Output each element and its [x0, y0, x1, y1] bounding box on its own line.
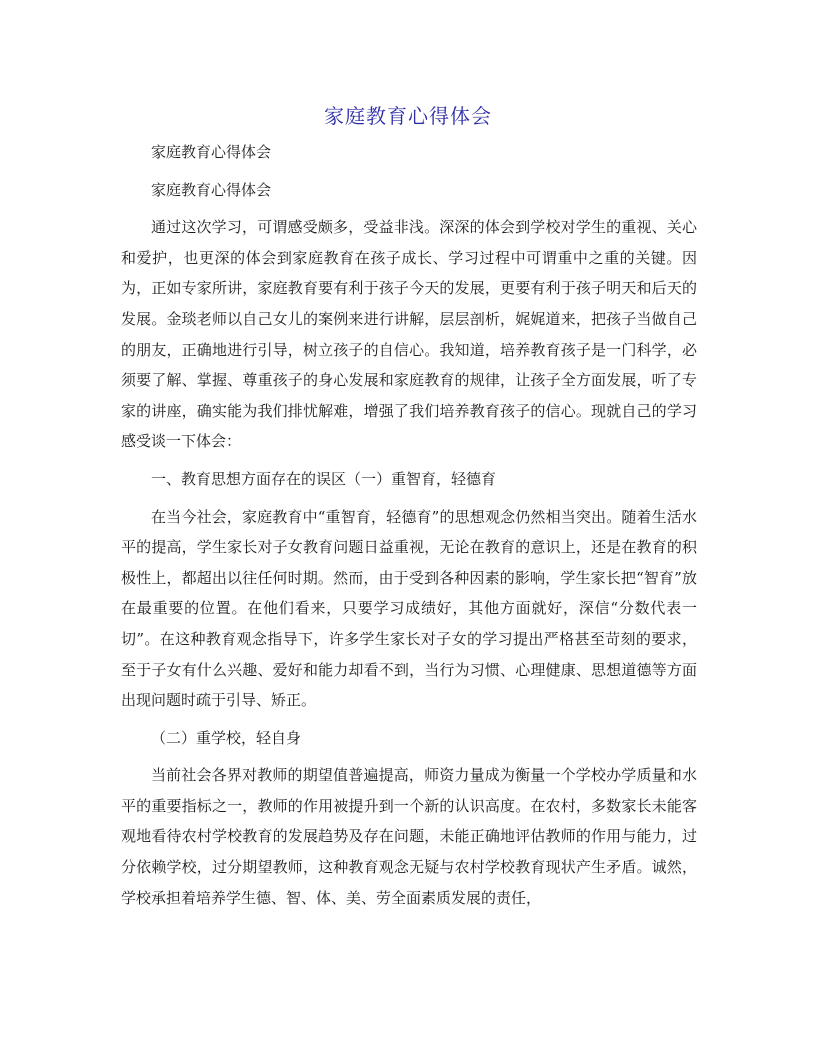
section-heading: 一、教育思想方面存在的误区（一）重智育，轻德育 [151, 469, 497, 488]
body-paragraph: 家庭教育心得体会 [151, 143, 272, 161]
body-paragraph: 家庭教育心得体会 [151, 180, 272, 199]
body-paragraph: 通过这次学习，可谓感受颇多，受益非浅。深深的体会到学校对学生的重视、关心和爱护，也更深的体会到家庭教育在孩子成长、学习过程中可谓重中之重的关键。因为，正如专家所讲，家庭教育要有利于孩子今天的发展，更要有利于孩子明天和后天的发展。金琰老师以自己女儿的案例来进行讲解，层层剖析，娓娓道来，把孩子当做自己的朋友，正确地进行引导，树立孩子的自信心。我知道，培养教育孩子是一门科学，必须要了解、掌握、尊重孩子的身心发展和家庭教育的规律，让孩子全方面发展，听了专家的讲座，确实能为我们排忧解难，增强了我们培养教育孩子的信心。现就自己的学习感受谈一下体会： [121, 218, 697, 451]
body-paragraph: 当前社会各界对教师的期望值普遍提高，师资力量成为衡量一个学校办学质量和水平的重要指标之一，教师的作用被提升到一个新的认识高度。在农村，多数家长未能客观地看待农村学校教育的发展趋势及存在问题，未能正确地评估教师的作用与能力，过分依赖学校，过分期望教师，这种教育观念无疑与农村学校教育现状产生矛盾。诚然，学校承担着培养学生德、智、体、美、劳全面素质发展的责任， [121, 766, 697, 907]
body-paragraph: 在当今社会，家庭教育中“重智育，轻德育”的思想观念仍然相当突出。随着生活水平的提高，学生家长对子女教育问题日益重视，无论在教育的意识上，还是在教育的积极性上，都超出以往任何时期。然而，由于受到各种因素的影响，学生家长把“智育”放在最重要的位置。在他们看来，只要学习成绩好，其他方面就好，深信“分数代表一切”。在这种教育观念指导下，许多学生家长对子女的学习提出严格甚至苛刻的要求，至于子女有什么兴趣、爱好和能力却看不到，当行为习惯、心理健康、思想道德等方面出现问题时疏于引导、矫正。 [121, 507, 697, 710]
document-title: 家庭教育心得体会 [324, 104, 492, 128]
section-heading: （二）重学校，轻自身 [151, 728, 302, 747]
document-body [121, 137, 697, 920]
